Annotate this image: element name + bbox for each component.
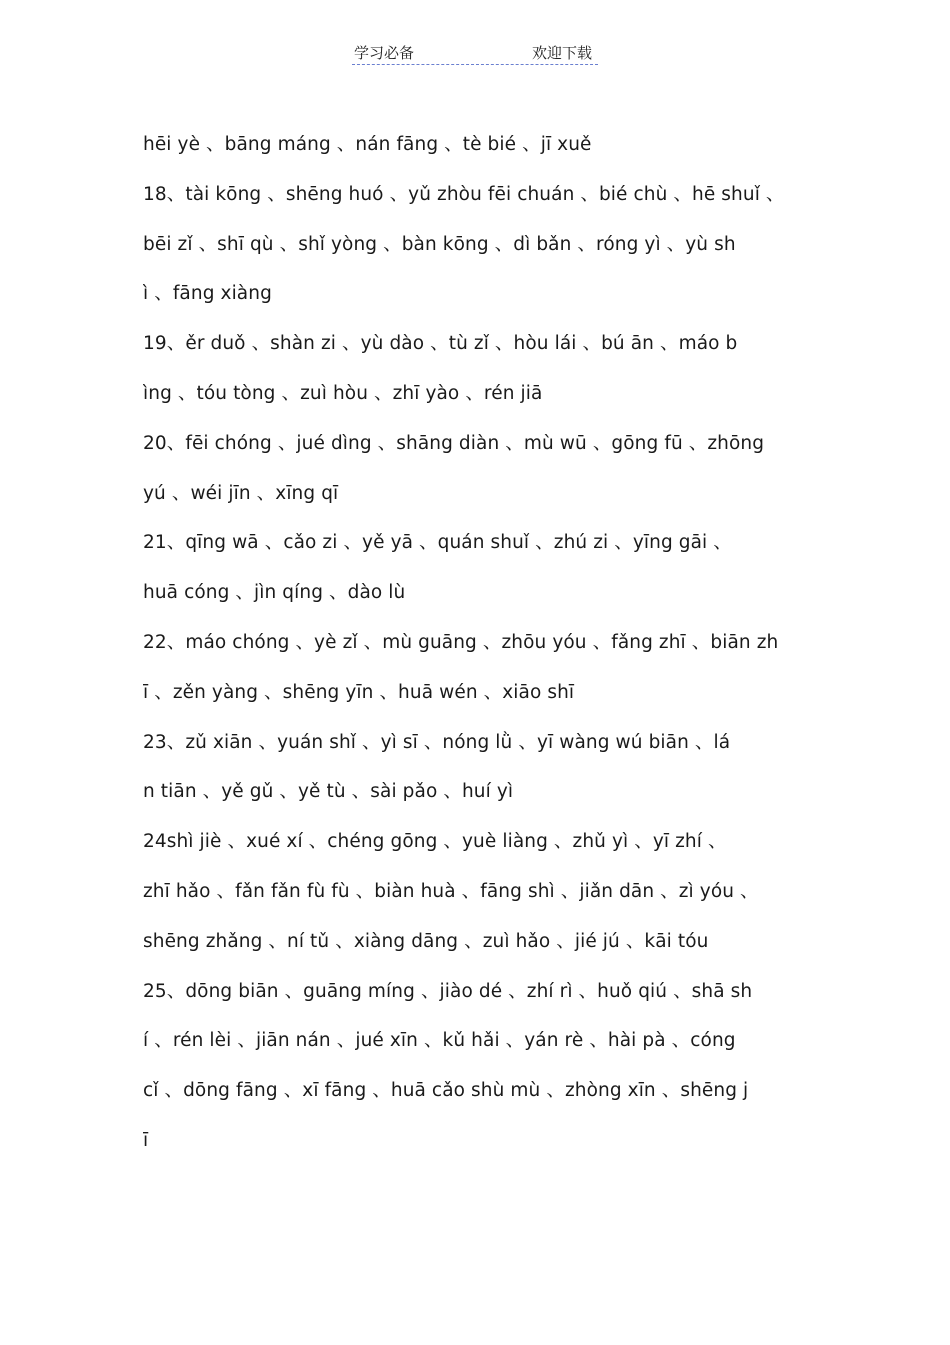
text-line: 25、dōng biān 、guāng míng 、jiào dé 、zhí rì 、huǒ qiú 、shā sh <box>143 980 753 1002</box>
pinyin-content <box>143 130 811 1176</box>
header-right-text: 欢迎下载 <box>531 44 592 62</box>
text-line: zhī hǎo 、fǎn fǎn fù fù 、biàn huà 、fāng shì 、jiǎn dān 、zì yóu 、 <box>143 880 759 902</box>
header-left-text: 学习必备 <box>354 44 415 62</box>
text-line: í 、rén lèi 、jiān nán 、jué xīn 、kǔ hǎi 、yán rè 、hài pà 、cóng <box>143 1030 736 1052</box>
text-line: ìng 、tóu tòng 、zuì hòu 、zhī yào 、rén jiā <box>143 382 543 404</box>
text-line: 23、zǔ xiān 、yuán shǐ 、yì sī 、nóng lǜ 、yī wàng wú biān 、lá <box>143 731 731 753</box>
text-line: 22、máo chóng 、yè zǐ 、mù guāng 、zhōu yóu 、fǎng zhī 、biān zh <box>143 631 779 653</box>
text-line: huā cóng 、jìn qíng 、dào lù <box>143 582 406 604</box>
text-line: 18、tài kōng 、shēng huó 、yǔ zhòu fēi chuán 、bié chù 、hē shuǐ 、 <box>143 183 785 205</box>
text-line: 20、fēi chóng 、jué dìng 、shāng diàn 、mù wū 、gōng fū 、zhōng <box>143 432 765 454</box>
text-line: yú 、wéi jīn 、xīng qī <box>143 482 339 504</box>
text-line: shēng zhǎng 、ní tǔ 、xiàng dāng 、zuì hǎo 、jié jú 、kāi tóu <box>143 930 709 952</box>
text-line: ī <box>143 1129 149 1151</box>
text-line: hēi yè 、bāng máng 、nán fāng 、tè bié 、jī xuě <box>143 134 592 155</box>
text-line: ì 、fāng xiàng <box>143 283 272 305</box>
text-line: 19、ěr duǒ 、shàn zi 、yù dào 、tù zǐ 、hòu lái 、bú ān 、máo b <box>143 333 738 355</box>
text-line: bēi zǐ 、shī qù 、shǐ yòng 、bàn kōng 、dì bǎn 、róng yì 、yù sh <box>143 233 736 255</box>
text-line: cǐ 、dōng fāng 、xī fāng 、huā cǎo shù mù 、zhòng xīn 、shēng j <box>143 1080 749 1102</box>
page-header <box>352 42 598 65</box>
text-line: ī 、zěn yàng 、shēng yīn 、huā wén 、xiāo shī <box>143 681 575 703</box>
text-line: n tiān 、yě gǔ 、yě tù 、sài pǎo 、huí yì <box>143 781 514 803</box>
text-line: 24shì jiè 、xué xí 、chéng gōng 、yuè liàng 、zhǔ yì 、yī zhí 、 <box>143 831 727 853</box>
text-line: 21、qīng wā 、cǎo zi 、yě yā 、quán shuǐ 、zhú zi 、yīng gāi 、 <box>143 532 732 554</box>
